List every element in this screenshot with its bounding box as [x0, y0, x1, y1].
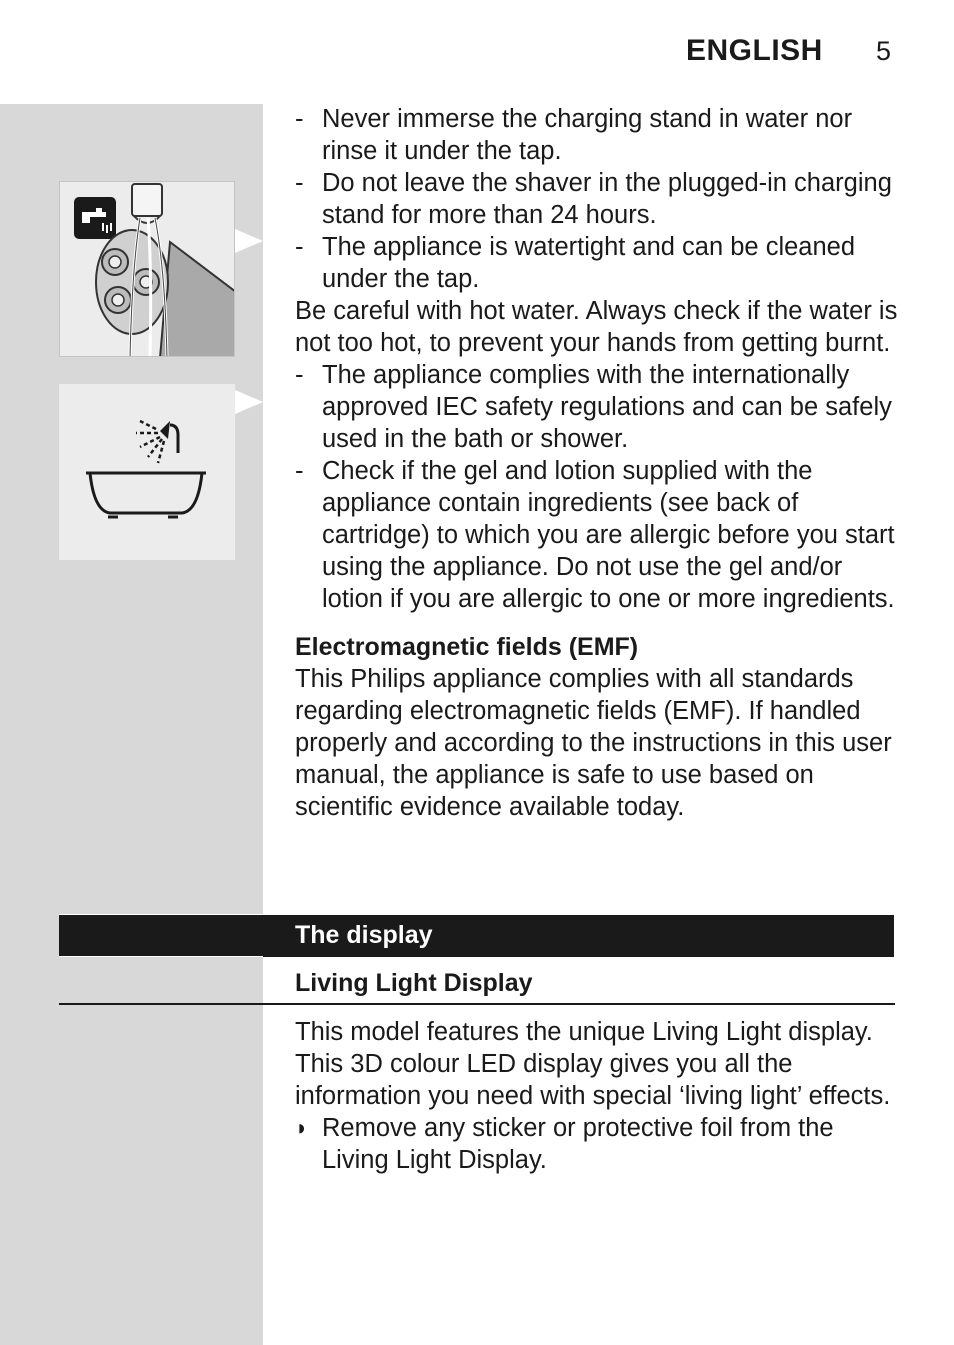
tap-water-rinse-icon	[60, 182, 235, 357]
figure-pointer	[235, 229, 263, 253]
header-language: ENGLISH	[686, 34, 823, 67]
subsection-title: Living Light Display	[295, 969, 533, 997]
step-marker: ◗	[295, 1115, 309, 1140]
emf-text: This Philips appliance complies with all standards regarding electromagnetic fields (EMF). If handled properly and according to the instructions in this user manual, the appliance is safe to use based on scientific evidence available today.	[295, 665, 892, 821]
list-marker: -	[295, 457, 304, 485]
list-item-text: The appliance is watertight and can be cleaned under the tap.	[322, 233, 856, 293]
list-item	[295, 455, 900, 615]
emf-heading: Electromagnetic fields (EMF)	[295, 633, 639, 661]
figure-pointer	[235, 390, 263, 414]
section-title: The display	[295, 921, 433, 949]
list-marker: -	[295, 105, 304, 133]
section-bar	[59, 914, 894, 957]
display-body: This model features the unique Living Light display. This 3D colour LED display gives you all the information you need with special ‘living light’ effects.	[295, 1018, 891, 1110]
list-marker: -	[295, 361, 304, 389]
figure-bath	[59, 384, 235, 560]
caution-text: Be careful with hot water. Always check if the water is not too hot, to prevent your hands from getting burnt.	[295, 297, 898, 357]
list-marker: -	[295, 233, 304, 261]
bath-shower-icon	[60, 385, 235, 560]
page-number: 5	[876, 36, 892, 66]
display-text	[295, 1016, 900, 1176]
list-item-text: Check if the gel and lotion supplied with the appliance contain ingredients (see back of cartridge) to which you are allergic before you start using the appliance. Do not use the gel and/or lotion if you are allergic to one or more ingredients.	[322, 457, 895, 613]
main-text	[295, 103, 900, 823]
step-text: Remove any sticker or protective foil from the Living Light Display.	[322, 1114, 834, 1174]
list-item	[295, 167, 900, 231]
list-item-text: Never immerse the charging stand in water nor rinse it under the tap.	[322, 105, 853, 165]
step-item	[295, 1112, 900, 1176]
left-rule	[59, 956, 263, 957]
list-item	[295, 359, 900, 455]
subsection-rule	[59, 1003, 895, 1005]
list-item	[295, 231, 900, 295]
list-item-text: Do not leave the shaver in the plugged-in charging stand for more than 24 hours.	[322, 169, 892, 229]
list-item-text: The appliance complies with the internationally approved IEC safety regulations and can be safely used in the bath or shower.	[322, 361, 892, 453]
figure-rinse	[59, 181, 235, 357]
list-marker: -	[295, 169, 304, 197]
list-item	[295, 103, 900, 167]
